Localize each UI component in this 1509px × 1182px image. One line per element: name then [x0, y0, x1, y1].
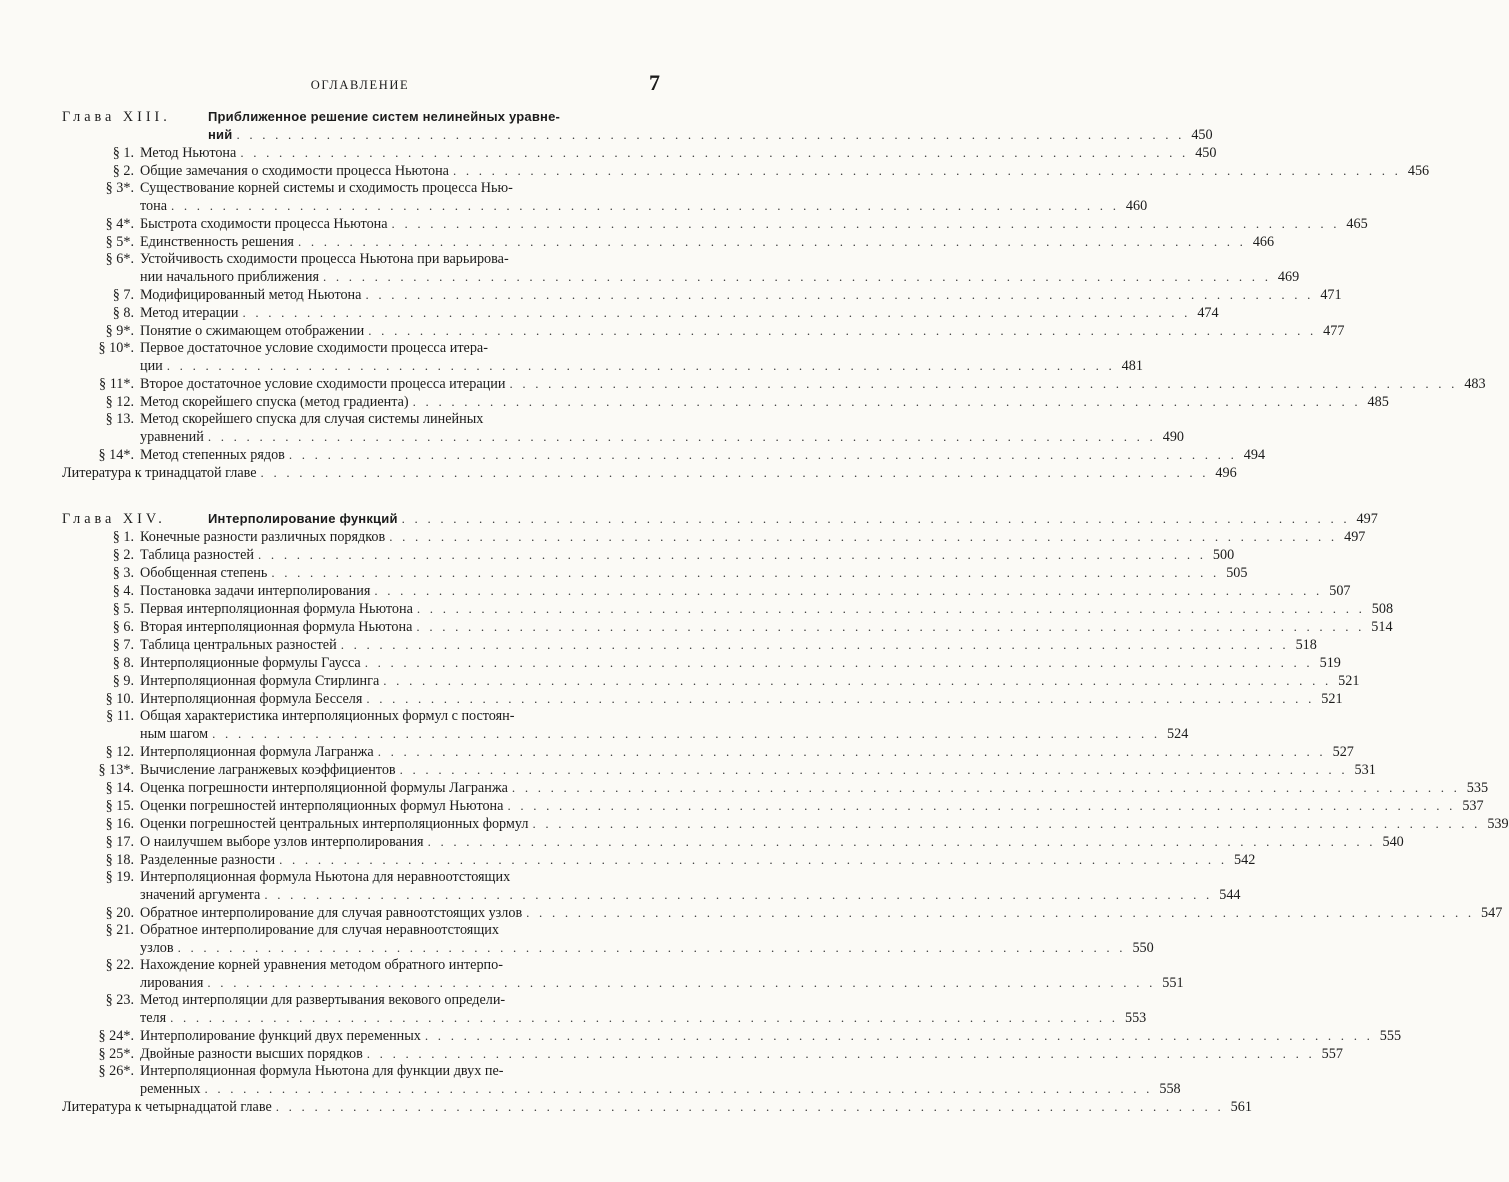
- list-item: [62, 690, 1343, 708]
- section-title: Оценки погрешностей интерполяционных формул Ньютона: [140, 798, 504, 814]
- list-item: [62, 286, 1342, 304]
- section-number: § 18.: [105, 852, 134, 868]
- leader-dots: [509, 375, 1457, 392]
- list-item: [62, 340, 658, 357]
- section-number: § 9.: [112, 673, 134, 689]
- section-number: § 3*.: [105, 180, 134, 196]
- leader-dots: [240, 144, 1188, 161]
- section-title: значений аргумента: [140, 887, 261, 903]
- leader-dots: [367, 1045, 1315, 1062]
- list-item: [62, 446, 1266, 464]
- section-title: Интерполяционная формула Ньютона для неравноотстоящих: [140, 869, 511, 885]
- literature-label: Литература к четырнадцатой главе: [62, 1099, 272, 1115]
- section-page: 535: [1466, 780, 1489, 796]
- section-number: § 21.: [105, 922, 134, 938]
- section-number: § 15.: [105, 798, 134, 814]
- leader-dots: [271, 564, 1219, 581]
- list-item: [62, 922, 658, 939]
- section-number: § 9*.: [105, 323, 134, 339]
- leader-dots: [507, 797, 1455, 814]
- list-item: [62, 708, 658, 725]
- section-title: Метод Ньютона: [140, 145, 237, 161]
- section-number: § 26*.: [98, 1063, 134, 1079]
- list-item: [62, 869, 658, 886]
- section-page: 527: [1332, 744, 1354, 760]
- section-title: Метод интерполяции для развертывания векового определи-: [140, 992, 506, 1008]
- list-item-continued: [62, 1080, 1181, 1098]
- section-title: Первое достаточное условие сходимости процесса итера-: [140, 340, 488, 356]
- section-number: § 11.: [106, 708, 134, 724]
- list-item: [62, 564, 1248, 582]
- chapter-label: Глава XIV.: [62, 511, 166, 527]
- section-page: 542: [1234, 852, 1256, 868]
- section-number: § 19.: [105, 869, 134, 885]
- section-page: 521: [1338, 673, 1360, 689]
- leader-dots: [532, 815, 1480, 832]
- list-item: [62, 528, 1366, 546]
- list-item-continued: [62, 428, 1185, 446]
- list-item: [62, 992, 658, 1009]
- section-number: § 24*.: [98, 1028, 134, 1044]
- section-title: Устойчивость сходимости процесса Ньютона при варьирова-: [140, 251, 509, 267]
- literature-entry: [62, 1098, 1252, 1116]
- section-page: 485: [1367, 394, 1389, 410]
- leader-dots: [208, 428, 1156, 445]
- section-page: 539: [1487, 816, 1509, 832]
- list-item-continued: [62, 268, 1300, 286]
- section-page: 465: [1346, 216, 1368, 232]
- section-page: 500: [1212, 547, 1235, 563]
- section-page: 505: [1226, 565, 1248, 581]
- leader-dots: [378, 743, 1326, 760]
- list-item: [62, 761, 1376, 779]
- list-item: [62, 600, 1394, 618]
- section-page: 524: [1167, 726, 1189, 742]
- section-number: § 11*.: [99, 376, 134, 392]
- list-item: [62, 779, 1489, 797]
- section-title: теля: [140, 1010, 167, 1026]
- list-item: [62, 797, 1484, 815]
- leader-dots: [416, 618, 1364, 635]
- section-page: 550: [1132, 940, 1154, 956]
- leader-dots: [289, 446, 1237, 463]
- section-title: ременных: [140, 1081, 201, 1097]
- list-item: [62, 815, 1509, 833]
- list-item: [62, 582, 1351, 600]
- chapter-title: Интерполирование функций: [208, 511, 398, 526]
- section-number: § 6*.: [105, 251, 134, 267]
- toc-page: [62, 70, 1509, 1116]
- section-number: § 7.: [112, 637, 134, 653]
- list-item-continued: [62, 939, 1154, 957]
- section-page: 553: [1124, 1010, 1147, 1026]
- section-number: § 6.: [112, 619, 134, 635]
- section-title: Таблица центральных разностей: [140, 637, 337, 653]
- list-item: [62, 322, 1345, 340]
- section-number: § 10.: [105, 691, 134, 707]
- list-item-continued: [62, 1009, 1147, 1027]
- section-page: 558: [1159, 1081, 1181, 1097]
- section-title: Вычисление лагранжевых коэффициентов: [140, 762, 396, 778]
- section-page: 456: [1407, 163, 1430, 179]
- list-item: [62, 393, 1389, 411]
- leader-dots: [453, 162, 1401, 179]
- section-title: Конечные разности различных порядков: [140, 529, 386, 545]
- section-title: Вторая интерполяционная формула Ньютона: [140, 619, 413, 635]
- leader-dots: [425, 1027, 1373, 1044]
- section-title: Интерполяционная формула Бесселя: [140, 691, 363, 707]
- leader-dots: [366, 690, 1314, 707]
- section-title: Постановка задачи интерполирования: [140, 583, 371, 599]
- leader-dots: [365, 286, 1313, 303]
- section-title: Быстрота сходимости процесса Ньютона: [140, 216, 388, 232]
- list-item: [62, 162, 1430, 180]
- list-item: [62, 251, 658, 268]
- literature-page: 496: [1215, 465, 1237, 481]
- section-title: ции: [140, 358, 163, 374]
- section-title: Интерполяционная формула Лагранжа: [140, 744, 374, 760]
- leader-dots: [341, 636, 1289, 653]
- literature-label: Литература к тринадцатой главе: [62, 465, 257, 481]
- section-title: Общие замечания о сходимости процесса Ньютона: [140, 163, 449, 179]
- leader-dots: [512, 779, 1460, 796]
- list-item: [62, 851, 1256, 869]
- chapter-page: 450: [1191, 127, 1213, 143]
- leader-dots: [374, 582, 1322, 599]
- section-title: Метод степенных рядов: [140, 447, 285, 463]
- section-page: 555: [1379, 1028, 1402, 1044]
- section-number: § 8.: [112, 305, 134, 321]
- leader-dots: [167, 357, 1115, 374]
- chapter-label: Глава XIII.: [62, 109, 171, 125]
- section-title: Общая характеристика интерполяционных формул с постоян-: [140, 708, 515, 724]
- chapter-title: Приближенное решение систем нелинейных уравне-: [208, 109, 561, 124]
- section-title: Второе достаточное условие сходимости процесса итерации: [140, 376, 506, 392]
- section-number: § 10*.: [98, 340, 134, 356]
- chapter-heading: [62, 510, 1378, 528]
- leader-dots: [323, 268, 1271, 285]
- section-number: § 25*.: [98, 1046, 134, 1062]
- section-number: § 3.: [112, 565, 134, 581]
- leader-dots: [428, 833, 1376, 850]
- leader-dots: [204, 1080, 1152, 1097]
- list-item-continued: [62, 197, 1148, 215]
- leader-dots: [171, 197, 1119, 214]
- section-number: § 13.: [105, 411, 134, 427]
- chapter-heading: [62, 108, 658, 126]
- section-title: Интерполирование функций двух переменных: [140, 1028, 421, 1044]
- section-title: узлов: [140, 940, 174, 956]
- section-number: § 4*.: [105, 216, 134, 232]
- section-title: Обратное интерполирование для случая неравноотстоящих: [140, 922, 499, 938]
- section-page: 521: [1321, 691, 1343, 707]
- section-number: § 2.: [112, 547, 134, 563]
- literature-page: 561: [1230, 1099, 1252, 1115]
- list-item: [62, 411, 658, 428]
- section-number: § 5.: [112, 601, 134, 617]
- list-item: [62, 833, 1404, 851]
- leader-dots: [389, 528, 1337, 545]
- section-title: Интерполяционная формула Ньютона для функции двух пе-: [140, 1063, 504, 1079]
- leader-dots: [279, 851, 1227, 868]
- list-item: [62, 144, 1217, 162]
- section-page: 544: [1219, 887, 1241, 903]
- leader-dots: [400, 761, 1348, 778]
- list-item: [62, 672, 1360, 690]
- section-page: 466: [1252, 234, 1275, 250]
- list-item: [62, 904, 1503, 922]
- list-item-continued: [62, 974, 1184, 992]
- section-title: Единственность решения: [140, 234, 294, 250]
- list-item: [62, 304, 1219, 322]
- list-item-continued: [62, 725, 1189, 743]
- section-number: § 23.: [105, 992, 134, 1008]
- section-title: Обратное интерполирование для случая равноотстоящих узлов: [140, 905, 523, 921]
- leader-dots: [236, 126, 1184, 143]
- list-item: [62, 743, 1354, 761]
- section-page: 494: [1243, 447, 1266, 463]
- list-item: [62, 546, 1235, 564]
- leader-dots: [178, 939, 1126, 956]
- section-page: 514: [1371, 619, 1393, 635]
- section-title: лирования: [140, 975, 204, 991]
- list-item-continued: [62, 357, 1143, 375]
- section-title: Обобщенная степень: [140, 565, 268, 581]
- section-title: Интерполяционная формула Стирлинга: [140, 673, 380, 689]
- section-title: Метод итерации: [140, 305, 239, 321]
- section-page: 557: [1321, 1046, 1343, 1062]
- section-title: Модифицированный метод Ньютона: [140, 287, 362, 303]
- section-title: Существование корней системы и сходимость процесса Нью-: [140, 180, 513, 196]
- running-title: ОГЛАВЛЕНИЕ: [310, 78, 410, 92]
- leader-dots: [170, 1009, 1118, 1026]
- section-page: 540: [1382, 834, 1404, 850]
- leader-dots: [276, 1098, 1224, 1115]
- section-title: нии начального приближения: [140, 269, 319, 285]
- section-title: Интерполяционные формулы Гаусса: [140, 655, 361, 671]
- leader-dots: [242, 304, 1190, 321]
- section-number: § 2.: [112, 163, 134, 179]
- leader-dots: [383, 672, 1331, 689]
- section-number: § 5*.: [105, 234, 134, 250]
- section-title: Двойные разности высших порядков: [140, 1046, 363, 1062]
- section-title: ным шагом: [140, 726, 209, 742]
- section-number: § 14*.: [98, 447, 134, 463]
- section-number: § 1.: [112, 145, 134, 161]
- leader-dots: [526, 904, 1474, 921]
- leader-dots: [402, 510, 1350, 527]
- section-title: Первая интерполяционная формула Ньютона: [140, 601, 413, 617]
- section-title: Нахождение корней уравнения методом обратного интерпо-: [140, 957, 503, 973]
- list-item: [62, 375, 1486, 393]
- leader-dots: [417, 600, 1365, 617]
- section-number: § 17.: [105, 834, 134, 850]
- list-item-continued: [62, 886, 1241, 904]
- list-item: [62, 654, 1341, 672]
- section-title: Разделенные разности: [140, 852, 276, 868]
- section-number: § 16.: [105, 816, 134, 832]
- section-number: § 22.: [105, 957, 134, 973]
- chapter-block: [62, 510, 1509, 1116]
- table-of-contents: [62, 108, 1509, 1116]
- chapter-block: [62, 108, 1486, 482]
- section-page: 507: [1329, 583, 1351, 599]
- leader-dots: [298, 233, 1246, 250]
- section-number: § 12.: [105, 394, 134, 410]
- leader-dots: [365, 654, 1313, 671]
- section-page: 477: [1323, 323, 1345, 339]
- chapter-heading-continued: [62, 126, 1213, 144]
- section-page: 471: [1320, 287, 1342, 303]
- section-page: 547: [1481, 905, 1503, 921]
- section-number: § 4.: [112, 583, 134, 599]
- section-number: § 7.: [112, 287, 134, 303]
- page-number: 7: [649, 70, 660, 95]
- section-title: тона: [140, 198, 167, 214]
- section-title: Понятие о сжимающем отображении: [140, 323, 365, 339]
- literature-entry: [62, 464, 1237, 482]
- chapter-title-continued: ний: [208, 127, 233, 142]
- leader-dots: [258, 546, 1206, 563]
- section-title: Метод скорейшего спуска (метод градиента): [140, 394, 409, 410]
- list-item: [62, 215, 1368, 233]
- list-item: [62, 636, 1317, 654]
- section-page: 497: [1344, 529, 1366, 545]
- section-title: Метод скорейшего спуска для случая системы линейных: [140, 411, 484, 427]
- leader-dots: [207, 974, 1155, 991]
- leader-dots: [264, 886, 1212, 903]
- leader-dots: [261, 464, 1209, 481]
- list-item: [62, 233, 1275, 251]
- section-title: Оценка погрешности интерполяционной формулы Лагранжа: [140, 780, 508, 796]
- section-title: Таблица разностей: [140, 547, 255, 563]
- section-page: 531: [1354, 762, 1376, 778]
- running-head: [62, 70, 658, 104]
- list-item: [62, 1027, 1402, 1045]
- section-page: 460: [1125, 198, 1148, 214]
- section-page: 518: [1295, 637, 1317, 653]
- section-page: 469: [1277, 269, 1300, 285]
- section-page: 483: [1464, 376, 1486, 392]
- list-item: [62, 1063, 658, 1080]
- section-number: § 20.: [105, 905, 134, 921]
- section-page: 481: [1121, 358, 1143, 374]
- leader-dots: [212, 725, 1160, 742]
- leader-dots: [413, 393, 1361, 410]
- section-page: 474: [1197, 305, 1219, 321]
- list-item: [62, 618, 1393, 636]
- section-page: 537: [1462, 798, 1484, 814]
- section-title: Оценки погрешностей центральных интерполяционных формул: [140, 816, 529, 832]
- section-number: § 1.: [112, 529, 134, 545]
- section-number: § 12.: [105, 744, 134, 760]
- section-title: уравнений: [140, 429, 204, 445]
- list-item: [62, 180, 658, 197]
- leader-dots: [392, 215, 1340, 232]
- section-number: § 14.: [105, 780, 134, 796]
- chapter-page: 497: [1356, 511, 1378, 527]
- section-page: 490: [1162, 429, 1185, 445]
- section-title: О наилучшем выборе узлов интерполирования: [140, 834, 424, 850]
- list-item: [62, 957, 658, 974]
- section-page: 450: [1195, 145, 1217, 161]
- list-item: [62, 1045, 1343, 1063]
- section-page: 519: [1319, 655, 1341, 671]
- leader-dots: [368, 322, 1316, 339]
- section-page: 551: [1162, 975, 1184, 991]
- section-number: § 13*.: [98, 762, 134, 778]
- section-page: 508: [1371, 601, 1394, 617]
- section-number: § 8.: [112, 655, 134, 671]
